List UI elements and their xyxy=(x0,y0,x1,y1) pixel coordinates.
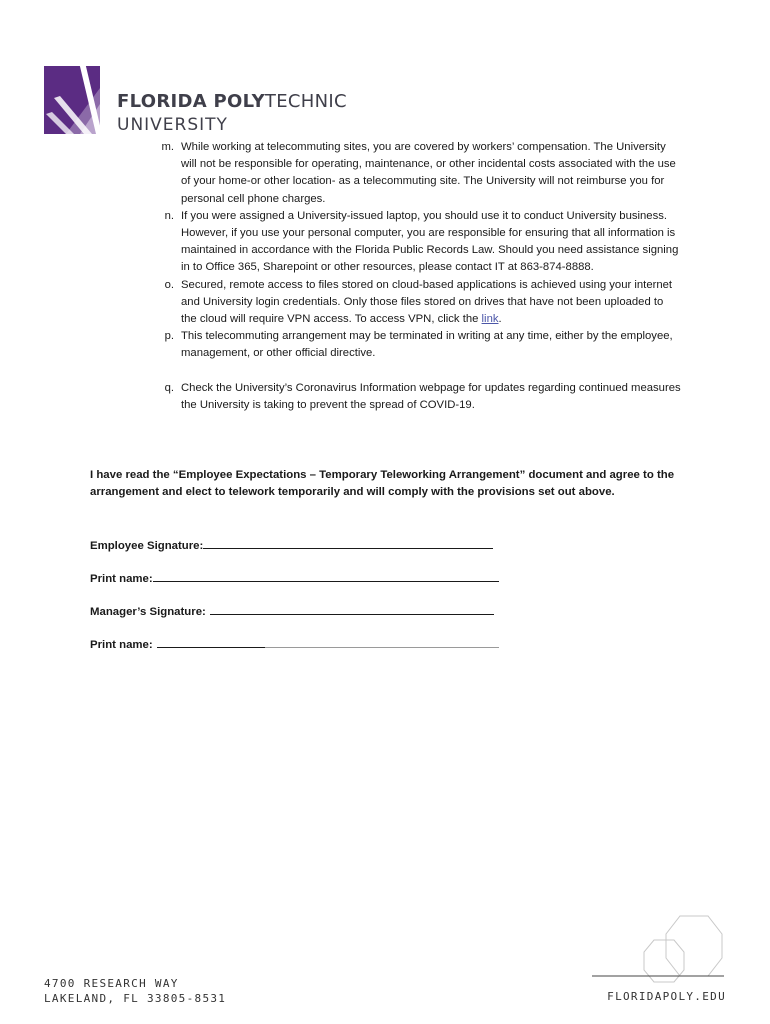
print-name-label-2: Print name: xyxy=(90,639,153,651)
address-line-2: LAKELAND, FL 33805-8531 xyxy=(44,992,227,1005)
list-item-o xyxy=(152,277,682,329)
list-text: If you were assigned a University-issued laptop, you should use it to conduct University business. However, if you use your personal computer, you are responsible for ensuring that all information is maintained in accordance with the Florida Public Records Law. Should you need assistance signing in to Office 365, Sharepoint or other resources, please contact IT at 863-874-8888. xyxy=(181,209,679,274)
manager-signature-row xyxy=(90,602,494,618)
list-text: Secured, remote access to files stored on cloud-based applications is achieved using your internet and University login credentials. Only those files stored on drives that have not been uploaded to the cloud will require VPN access. To access VPN, click the xyxy=(181,278,673,326)
print-name-line-2a[interactable] xyxy=(157,635,265,648)
list-item-p xyxy=(152,328,682,362)
logo-title-bold: FLORIDA POLY xyxy=(117,91,265,112)
provisions-list xyxy=(152,139,682,414)
list-letter: q. xyxy=(164,381,174,394)
address-line-1: 4700 RESEARCH WAY xyxy=(44,977,179,990)
list-letter: m. xyxy=(161,141,174,153)
agreement-statement: I have read the “Employee Expectations – Temporary Teleworking Arrangement” document and agree to the arrangement and elect to telework temporarily and will comply with the provisions set out above. xyxy=(90,469,675,499)
footer-octagon-decoration xyxy=(588,912,728,992)
print-name-row-2 xyxy=(90,635,499,651)
logo-title-light: TECHNIC xyxy=(264,91,347,112)
list-item-n xyxy=(152,208,682,277)
list-text: This telecommuting arrangement may be terminated in writing at any time, either by the employee, management, or other official directive. xyxy=(181,330,673,360)
list-letter: n. xyxy=(164,209,174,222)
list-letter: p. xyxy=(164,330,174,343)
footer-address xyxy=(44,976,226,1006)
print-name-label-1: Print name: xyxy=(90,573,153,585)
logo-title xyxy=(117,91,347,112)
list-text: While working at telecommuting sites, you are covered by workers’ compensation. The University will not be responsible for operating, maintenance, or other incidental costs associated with the use of your home-or other location- as a telecommuting site. The University will not reimburse you for personal cell phone charges. xyxy=(181,141,676,205)
footer-website[interactable]: FLORIDAPOLY.EDU xyxy=(607,990,726,1003)
manager-signature-line[interactable] xyxy=(210,602,494,615)
employee-signature-line[interactable] xyxy=(203,536,493,549)
manager-signature-label: Manager’s Signature: xyxy=(90,606,206,618)
university-logo xyxy=(44,58,347,138)
vpn-link[interactable]: link xyxy=(481,313,499,326)
employee-signature-row xyxy=(90,536,493,552)
list-text: Check the University’s Coronavirus Information webpage for updates regarding continued measures the University is taking to prevent the spread of COVID-19. xyxy=(181,381,681,411)
poly-logo-icon xyxy=(44,58,104,134)
list-text-end: . xyxy=(498,313,502,326)
list-item-m xyxy=(152,139,682,208)
list-item-q xyxy=(152,380,682,414)
employee-signature-label: Employee Signature: xyxy=(90,540,204,552)
print-name-line-1[interactable] xyxy=(153,569,499,582)
list-letter: o. xyxy=(164,278,174,291)
print-name-line-2b[interactable] xyxy=(265,635,499,648)
print-name-row-1 xyxy=(90,569,499,585)
logo-subtitle: UNIVERSITY xyxy=(117,115,228,135)
